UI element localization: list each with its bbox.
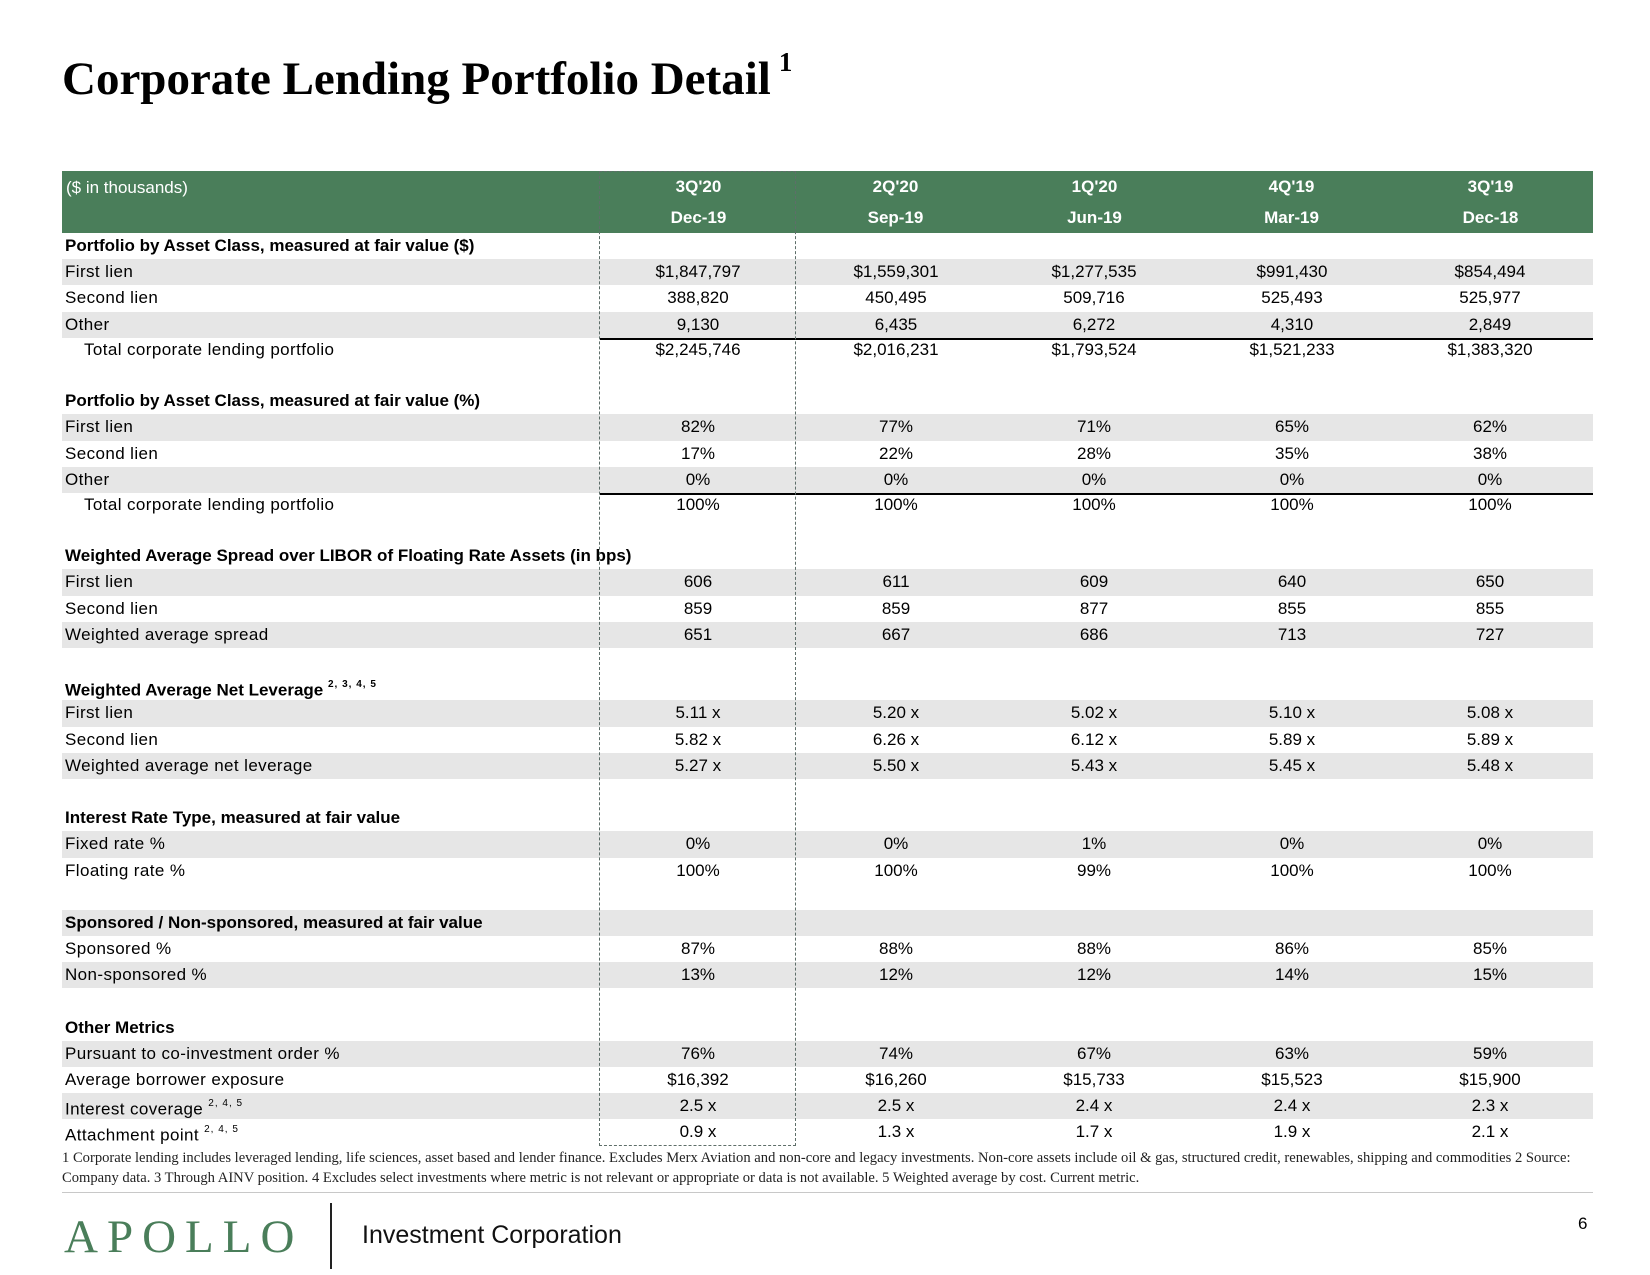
- row-label: [65, 569, 133, 595]
- row-label-text: Attachment point: [65, 1126, 199, 1146]
- section-header: [62, 674, 1593, 700]
- row-label-text: Second lien: [65, 443, 159, 463]
- company-name: Investment Corporation: [362, 1221, 622, 1249]
- row-label-text: Other: [65, 314, 110, 334]
- table-cell: 88%: [878, 939, 914, 959]
- row-label-text: Non-sponsored %: [65, 965, 208, 985]
- table-row: [62, 414, 1593, 440]
- table-cell: 100%: [676, 860, 720, 880]
- column-date: Jun-19: [1067, 208, 1122, 227]
- title-footnote-marker: 1: [778, 47, 793, 78]
- section-title: Weighted Average Spread over LIBOR of Floating Rate Assets (in bps): [65, 546, 632, 566]
- row-label: [65, 622, 269, 648]
- table-cell: 6,272: [1072, 314, 1116, 334]
- spacer-row: [62, 988, 1593, 1014]
- table-cell: 2.4 x: [1075, 1096, 1113, 1116]
- table-cell: 5.02 x: [1070, 703, 1118, 723]
- row-label-text: Second lien: [65, 598, 159, 618]
- table-cell: 855: [1475, 598, 1505, 618]
- table-cell: 686: [1079, 624, 1109, 644]
- table-cell: 450,495: [865, 288, 927, 308]
- table-row: [62, 727, 1593, 753]
- row-label-text: First lien: [65, 417, 134, 437]
- table-cell: 5.82 x: [674, 729, 722, 749]
- table-row: [62, 831, 1593, 857]
- table-cell: 86%: [1274, 939, 1310, 959]
- total-row: [62, 493, 1593, 517]
- table-row: [62, 962, 1593, 988]
- table-cell: 6.26 x: [872, 729, 920, 749]
- spacer-row: [62, 362, 1593, 388]
- column-quarter: 2Q'20: [872, 177, 919, 196]
- row-label-text: Pursuant to co-investment order %: [65, 1043, 340, 1063]
- row-label-text: First lien: [65, 572, 134, 592]
- spacer-row: [62, 779, 1593, 805]
- section-header: [62, 1015, 1593, 1041]
- table-cell: 35%: [1274, 443, 1310, 463]
- table-cell: $2,016,231: [853, 339, 939, 359]
- table-row: [62, 1093, 1593, 1119]
- table-cell: 74%: [878, 1043, 914, 1063]
- table-cell: 6.12 x: [1070, 729, 1118, 749]
- table-cell: 640: [1277, 572, 1307, 592]
- table-row: [62, 1041, 1593, 1067]
- table-cell: 63%: [1274, 1043, 1310, 1063]
- section-footnote-marker: 2, 3, 4, 5: [327, 679, 377, 691]
- table-cell: 100%: [1468, 494, 1512, 514]
- table-cell: $15,900: [1459, 1070, 1521, 1089]
- table-cell: 100%: [676, 494, 720, 514]
- section-header: [62, 805, 1593, 831]
- table-cell: $16,392: [667, 1070, 729, 1089]
- table-header: [62, 171, 1593, 233]
- row-label: [65, 312, 110, 338]
- footnote: 1 Corporate lending includes leveraged lending, life sciences, asset based and lender finance. Excludes Merx Aviation and non-core and legacy investments. Non-core assets include oil & gas, structured credit, renewables, shipping and commodities 2 Source: Company data. 3 Through AINV position. 4 Excludes select investments where metric is not relevant or appropriate or data is not available. 5 Weighted average by cost. Current metric.: [62, 1150, 1571, 1186]
- section-title: Interest Rate Type, measured at fair value: [65, 808, 401, 828]
- table-cell: 38%: [1472, 443, 1508, 463]
- table-cell: 0%: [1279, 469, 1305, 489]
- section-title: Other Metrics: [65, 1017, 175, 1037]
- column-quarter: 4Q'19: [1268, 177, 1315, 196]
- row-footnote-marker: 2, 4, 5: [204, 1124, 239, 1136]
- table-cell: 100%: [874, 860, 918, 880]
- row-label: [84, 493, 334, 517]
- table-cell: 5.89 x: [1466, 729, 1514, 749]
- row-label-text: Weighted average spread: [65, 624, 269, 644]
- row-label: [84, 338, 334, 362]
- table-cell: 88%: [1076, 939, 1112, 959]
- row-label: [65, 753, 313, 779]
- portfolio-table: [62, 171, 1593, 1146]
- section-header: [62, 388, 1593, 414]
- table-cell: 0%: [1477, 469, 1503, 489]
- section-title: Sponsored / Non-sponsored, measured at fair value: [65, 912, 483, 932]
- table-cell: 2.5 x: [877, 1096, 915, 1116]
- table-cell: 100%: [1468, 860, 1512, 880]
- table-cell: 859: [683, 598, 713, 618]
- row-label: [65, 441, 158, 467]
- table-cell: 509,716: [1063, 288, 1125, 308]
- total-row: [62, 338, 1593, 362]
- table-cell: 15%: [1472, 965, 1508, 985]
- table-cell: 9,130: [676, 314, 720, 334]
- row-label-text: Weighted average net leverage: [65, 755, 313, 775]
- table-cell: 5.11 x: [675, 703, 721, 723]
- row-label-text: First lien: [65, 703, 134, 723]
- table-cell: 71%: [1076, 417, 1112, 437]
- column-quarter: 3Q'19: [1467, 177, 1514, 196]
- table-row: [62, 858, 1593, 884]
- table-cell: 0%: [685, 834, 711, 854]
- table-row: [62, 936, 1593, 962]
- table-cell: $854,494: [1454, 262, 1526, 282]
- table-cell: 67%: [1076, 1043, 1112, 1063]
- column-quarter: 1Q'20: [1071, 177, 1118, 196]
- column-header-1: [600, 171, 797, 233]
- row-label-text: Other: [65, 469, 110, 489]
- table-cell: 77%: [878, 417, 914, 437]
- table-row: [62, 1067, 1593, 1093]
- table-cell: 651: [683, 624, 713, 644]
- table-cell: $1,277,535: [1051, 262, 1137, 282]
- table-cell: 59%: [1472, 1043, 1508, 1063]
- table-row: [62, 1119, 1593, 1145]
- table-cell: 1%: [1081, 834, 1107, 854]
- row-label: [65, 1067, 284, 1093]
- table-cell: $2,245,746: [655, 339, 741, 359]
- logo-separator: [330, 1203, 332, 1269]
- table-cell: 4,310: [1270, 314, 1314, 334]
- table-cell: 0%: [1477, 834, 1503, 854]
- row-label-text: Total corporate lending portfolio: [84, 339, 335, 359]
- row-label-text: Sponsored %: [65, 939, 172, 959]
- table-cell: 525,977: [1459, 288, 1521, 308]
- table-cell: 100%: [1072, 494, 1116, 514]
- table-cell: 100%: [874, 494, 918, 514]
- table-cell: 1.9 x: [1273, 1122, 1311, 1142]
- table-cell: 1.3 x: [877, 1122, 915, 1142]
- table-row: [62, 285, 1593, 311]
- table-cell: $15,733: [1063, 1070, 1125, 1089]
- table-cell: 100%: [1270, 494, 1314, 514]
- table-cell: 713: [1277, 624, 1307, 644]
- table-cell: $15,523: [1261, 1070, 1323, 1089]
- row-label: [65, 414, 133, 440]
- column-header-5: [1392, 171, 1589, 233]
- table-cell: 5.45 x: [1268, 755, 1316, 775]
- table-cell: 606: [683, 572, 713, 592]
- table-cell: $1,793,524: [1051, 339, 1137, 359]
- table-cell: 82%: [680, 417, 716, 437]
- row-label: [65, 596, 158, 622]
- table-cell: 85%: [1472, 939, 1508, 959]
- row-label: [65, 858, 185, 884]
- footer-divider: [62, 1192, 1593, 1193]
- table-cell: 2.4 x: [1273, 1096, 1311, 1116]
- unit-label: ($ in thousands): [66, 178, 188, 197]
- table-row: [62, 596, 1593, 622]
- table-cell: 99%: [1076, 860, 1112, 880]
- table-cell: 609: [1079, 572, 1109, 592]
- table-cell: 855: [1277, 598, 1307, 618]
- table-cell: 0%: [685, 469, 711, 489]
- table-row: [62, 569, 1593, 595]
- table-cell: 2,849: [1468, 314, 1512, 334]
- row-label: [65, 1041, 340, 1067]
- row-label-text: Total corporate lending portfolio: [84, 494, 335, 514]
- table-cell: 87%: [680, 939, 716, 959]
- spacer-row: [62, 648, 1593, 674]
- table-cell: 2.3 x: [1471, 1096, 1509, 1116]
- section-header: [62, 910, 1593, 936]
- row-label-text: Interest coverage: [65, 1099, 204, 1119]
- row-label: [65, 727, 158, 753]
- table-cell: 650: [1475, 572, 1505, 592]
- table-cell: $1,521,233: [1249, 339, 1335, 359]
- section-title: Portfolio by Asset Class, measured at fair value ($): [65, 236, 475, 255]
- table-cell: 1.7 x: [1075, 1122, 1113, 1142]
- row-label-text: First lien: [65, 262, 134, 282]
- page-number: 6: [1578, 1214, 1588, 1233]
- column-date: Sep-19: [867, 208, 924, 227]
- table-row: [62, 259, 1593, 285]
- row-label: [65, 259, 133, 285]
- table-cell: 0%: [1279, 834, 1305, 854]
- row-label: [65, 831, 165, 857]
- table-cell: 611: [882, 572, 910, 592]
- table-body: [62, 233, 1593, 1146]
- table-cell: 0%: [1081, 469, 1107, 489]
- table-cell: $991,430: [1256, 262, 1328, 282]
- row-label-text: Second lien: [65, 729, 159, 749]
- table-cell: $1,383,320: [1447, 339, 1533, 359]
- row-label-text: Fixed rate %: [65, 834, 166, 854]
- table-cell: 5.43 x: [1070, 755, 1118, 775]
- row-label-text: Second lien: [65, 288, 159, 308]
- table-cell: 5.27 x: [674, 755, 722, 775]
- table-cell: 0%: [883, 834, 909, 854]
- table-cell: 76%: [680, 1043, 716, 1063]
- table-cell: 5.08 x: [1466, 703, 1514, 723]
- table-cell: 14%: [1274, 965, 1310, 985]
- table-row: [62, 700, 1593, 726]
- table-cell: 13%: [680, 965, 716, 985]
- row-footnote-marker: 2, 4, 5: [208, 1098, 244, 1110]
- spacer-row: [62, 884, 1593, 910]
- table-cell: $16,260: [865, 1070, 927, 1089]
- table-cell: 877: [1079, 598, 1109, 618]
- table-cell: 62%: [1472, 417, 1508, 437]
- column-header-2: [797, 171, 994, 233]
- column-header-3: [996, 171, 1193, 233]
- table-cell: 2.5 x: [679, 1096, 717, 1116]
- row-label: [65, 962, 207, 988]
- row-label: [65, 936, 171, 962]
- page-title-text: Corporate Lending Portfolio Detail: [62, 53, 771, 105]
- section-title: Portfolio by Asset Class, measured at fair value (%): [65, 391, 481, 411]
- row-label: [65, 700, 133, 726]
- row-label: [65, 467, 110, 493]
- table-cell: 5.50 x: [872, 755, 920, 775]
- table-cell: 667: [881, 624, 911, 644]
- table-cell: 12%: [1076, 965, 1112, 985]
- table-cell: 17%: [680, 443, 716, 463]
- table-cell: $1,559,301: [853, 262, 939, 282]
- section-title: Weighted Average Net Leverage: [65, 680, 324, 700]
- row-label-text: Average borrower exposure: [65, 1070, 285, 1089]
- total-rule: [600, 338, 1593, 340]
- table-cell: 727: [1475, 624, 1505, 644]
- table-cell: 0%: [883, 469, 909, 489]
- section-header: [62, 233, 1593, 259]
- row-label: [65, 1119, 239, 1149]
- table-cell: 525,493: [1261, 288, 1323, 308]
- table-cell: 859: [881, 598, 911, 618]
- column-date: Mar-19: [1264, 208, 1319, 227]
- table-cell: 0.9 x: [679, 1122, 717, 1142]
- table-cell: 28%: [1076, 443, 1112, 463]
- column-date: Dec-18: [1462, 208, 1519, 227]
- spacer-row: [62, 517, 1593, 543]
- table-cell: 2.1 x: [1471, 1122, 1509, 1142]
- table-row: [62, 753, 1593, 779]
- table-cell: $1,847,797: [655, 262, 741, 282]
- page-title: [62, 47, 793, 106]
- table-cell: 388,820: [667, 288, 729, 308]
- column-date: Dec-19: [670, 208, 727, 227]
- table-cell: 22%: [878, 443, 914, 463]
- row-label-text: Floating rate %: [65, 860, 186, 880]
- row-label: [65, 285, 158, 311]
- table-cell: 65%: [1274, 417, 1310, 437]
- column-quarter: 3Q'20: [675, 177, 722, 196]
- apollo-logo: APOLLO: [64, 1211, 304, 1263]
- table-cell: 6,435: [874, 314, 918, 334]
- column-header-4: [1193, 171, 1390, 233]
- section-header: [62, 543, 1593, 569]
- table-cell: 12%: [878, 965, 914, 985]
- table-cell: 5.89 x: [1268, 729, 1316, 749]
- table-row: [62, 312, 1593, 338]
- table-row: [62, 467, 1593, 493]
- total-rule: [600, 493, 1593, 495]
- table-row: [62, 441, 1593, 467]
- table-cell: 100%: [1270, 860, 1314, 880]
- table-cell: 5.48 x: [1466, 755, 1514, 775]
- table-row: [62, 622, 1593, 648]
- table-cell: 5.20 x: [872, 703, 920, 723]
- table-cell: 5.10 x: [1268, 703, 1316, 723]
